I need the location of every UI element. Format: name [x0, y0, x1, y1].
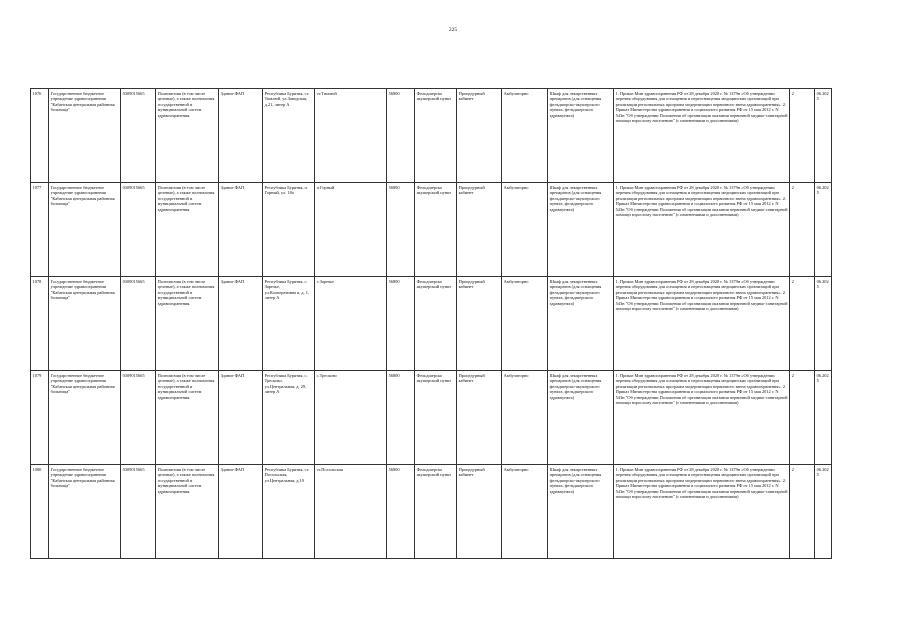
cell-settlement [315, 277, 387, 371]
facility-address: Республика Бурятия, с. Тресково, ул.Центральная, д. 29, литер А [264, 372, 308, 395]
cell-authority [156, 183, 219, 277]
care-type: Амбулаторно [503, 90, 529, 96]
cell-equipment [548, 183, 614, 277]
facility-type: Фельдшерско акушерский пункт [416, 278, 452, 290]
facility-type: Фельдшерско акушерский пункт [416, 184, 452, 196]
facility-type: Фельдшерско акушерский пункт [416, 90, 452, 102]
building-type: Здание ФАП [220, 278, 245, 284]
cell-department [502, 183, 548, 277]
cell-room [457, 89, 502, 183]
building-type: Здание ФАП [220, 372, 245, 378]
room-type: Процедурный кабинет [458, 184, 485, 196]
cell-building [219, 371, 263, 465]
cell-room [457, 183, 502, 277]
care-type: Амбулаторно [503, 372, 529, 378]
organization-inn: 0309015665 [122, 466, 145, 472]
cell-code [387, 89, 415, 183]
row-number: 1079 [32, 372, 42, 378]
settlement-name: ст.Посольская [316, 466, 343, 472]
equipment-name: Шкаф для лекарственных препаратов (для оснащения фельдшерско-акушерского пункта, фельдшерского здравпункта) [549, 90, 602, 118]
cell-department [502, 465, 548, 559]
cell-room [457, 465, 502, 559]
territory-code: 56800 [388, 372, 400, 378]
cell-settlement [315, 371, 387, 465]
cell-inn [121, 89, 156, 183]
cell-date [815, 183, 832, 277]
cell-equipment [548, 371, 614, 465]
equipment-quantity: 2 [791, 278, 794, 284]
cell-code [387, 465, 415, 559]
legal-basis: 1. Приказ Мин здравоохранения РФ от 28 декабря 2020 г. № 1379н «Об утверждении перечня оборудования для оснащения и переоснащения медицинских организаций при реализации региональных программ модернизации первичного звена здравоохранения». 2. Приказ Министерства здравоохранения и социального развития РФ от 15 мая 2012 г. N 543н "Об утверждении Положения об организации оказания первичной медико-санитарной помощи взрослому населению" (с изменениями и дополнениями) [615, 372, 788, 406]
equipment-name: Шкаф для лекарственных препаратов (для оснащения фельдшерско-акушерского пункта, фельдшерского здравпункта) [549, 372, 602, 400]
territory-code: 56800 [388, 90, 400, 96]
cell-basis [614, 89, 790, 183]
row-number: 1078 [32, 278, 42, 284]
cell-address [263, 89, 315, 183]
organization-name: Государственное бюджетное учреждение здравоохранения "Кабанская центральная районная больница" [50, 466, 115, 489]
cell-quantity [790, 465, 815, 559]
building-type: Здание ФАП [220, 184, 245, 190]
equipment-name: Шкаф для лекарственных препаратов (для оснащения фельдшерско-акушерского пункта, фельдшерского здравпункта) [549, 184, 602, 212]
row-number: 1077 [32, 184, 42, 190]
cell-row-number [31, 183, 49, 277]
legal-basis: 1. Приказ Мин здравоохранения РФ от 28 декабря 2020 г. № 1379н «Об утверждении перечня оборудования для оснащения и переоснащения медицинских организаций при реализации региональных программ модернизации первичного звена здравоохранения». 2. Приказ Министерства здравоохранения и социального развития РФ от 15 мая 2012 г. N 543н "Об утверждении Положения об организации оказания первичной медико-санитарной помощи взрослому населению" (с изменениями и дополнениями) [615, 90, 788, 124]
cell-organization [49, 89, 121, 183]
cell-building [219, 277, 263, 371]
organization-name: Государственное бюджетное учреждение здравоохранения "Кабанская центральная районная больница" [50, 278, 115, 301]
settlement-name: ст.Тимлюй [316, 90, 337, 96]
cell-row-number [31, 89, 49, 183]
equipment-quantity: 2 [791, 466, 794, 472]
settlement-name: с.Тресково [316, 372, 337, 378]
territory-code: 56800 [388, 184, 400, 190]
cell-organization [49, 371, 121, 465]
organization-inn: 0309015665 [122, 90, 145, 96]
cell-settlement [315, 183, 387, 277]
cell-row-number [31, 277, 49, 371]
cell-quantity [790, 277, 815, 371]
page-number: 225 [448, 27, 458, 33]
facility-type: Фельдшерско акушерский пункт [416, 466, 452, 478]
table-row [31, 277, 832, 371]
cell-date [815, 371, 832, 465]
room-type: Процедурный кабинет [458, 466, 485, 478]
cell-address [263, 277, 315, 371]
care-type: Амбулаторно [503, 466, 529, 472]
settlement-name: п.Горный [316, 184, 335, 190]
cell-facility [415, 465, 457, 559]
building-type: Здание ФАП [220, 90, 245, 96]
care-type: Амбулаторно [503, 278, 529, 284]
cell-inn [121, 465, 156, 559]
building-type: Здание ФАП [220, 466, 245, 472]
cell-settlement [315, 465, 387, 559]
organization-inn: 0309015665 [122, 372, 145, 378]
cell-basis [614, 371, 790, 465]
cell-quantity [790, 183, 815, 277]
facility-address: Республика Бурятия, с. Заречье, ул.Кооперативна я, д. 1, литер А [264, 278, 309, 301]
cell-date [815, 89, 832, 183]
cell-organization [49, 277, 121, 371]
cell-settlement [315, 89, 387, 183]
cell-date [815, 277, 832, 371]
equipment-table [30, 88, 832, 559]
cell-address [263, 371, 315, 465]
legal-basis: 1. Приказ Мин здравоохранения РФ от 28 декабря 2020 г. № 1379н «Об утверждении перечня оборудования для оснащения и переоснащения медицинских организаций при реализации региональных программ модернизации первичного звена здравоохранения». 2. Приказ Министерства здравоохранения и социального развития РФ от 15 мая 2012 г. N 543н "Об утверждении Положения об организации оказания первичной медико-санитарной помощи взрослому населению" (с изменениями и дополнениями) [615, 466, 788, 500]
row-number: 1080 [32, 466, 42, 472]
territory-code: 56800 [388, 466, 400, 472]
cell-code [387, 371, 415, 465]
cell-code [387, 183, 415, 277]
cell-row-number [31, 371, 49, 465]
cell-equipment [548, 89, 614, 183]
equipment-quantity: 2 [791, 184, 794, 190]
authority-description: Полномочия (в том числе целевые), а также полномочия государственной и муниципальной систем здравоохранения. [157, 372, 215, 400]
cell-date [815, 465, 832, 559]
cell-row-number [31, 465, 49, 559]
cell-organization [49, 465, 121, 559]
cell-inn [121, 183, 156, 277]
delivery-date: 06.2025 [816, 372, 829, 384]
delivery-date: 06.2025 [816, 90, 829, 102]
room-type: Процедурный кабинет [458, 372, 485, 384]
cell-authority [156, 371, 219, 465]
cell-authority [156, 89, 219, 183]
cell-department [502, 277, 548, 371]
authority-description: Полномочия (в том числе целевые), а также полномочия государственной и муниципальной систем здравоохранения. [157, 184, 215, 212]
cell-facility [415, 183, 457, 277]
cell-inn [121, 371, 156, 465]
table-row [31, 371, 832, 465]
room-type: Процедурный кабинет [458, 278, 485, 290]
delivery-date: 06.2025 [816, 184, 829, 196]
facility-address: Республика Бурятия, ст. Тимлюй, ул.Заводская, д.21, литер А [264, 90, 310, 107]
equipment-name: Шкаф для лекарственных препаратов (для оснащения фельдшерско-акушерского пункта, фельдшерского здравпункта) [549, 466, 602, 494]
equipment-quantity: 2 [791, 90, 794, 96]
cell-authority [156, 465, 219, 559]
organization-name: Государственное бюджетное учреждение здравоохранения "Кабанская центральная районная больница" [50, 184, 115, 207]
organization-inn: 0309015665 [122, 184, 145, 190]
settlement-name: с.Заречье [316, 278, 334, 284]
cell-code [387, 277, 415, 371]
room-type: Процедурный кабинет [458, 90, 485, 102]
facility-address: Республика Бурятия, п. Горный, ул. 18а [264, 184, 309, 196]
row-number: 1076 [32, 90, 42, 96]
cell-address [263, 465, 315, 559]
territory-code: 56800 [388, 278, 400, 284]
cell-equipment [548, 465, 614, 559]
cell-room [457, 371, 502, 465]
cell-quantity [790, 371, 815, 465]
equipment-quantity: 2 [791, 372, 794, 378]
cell-quantity [790, 89, 815, 183]
cell-basis [614, 465, 790, 559]
cell-room [457, 277, 502, 371]
cell-building [219, 465, 263, 559]
delivery-date: 06.2025 [816, 466, 829, 478]
authority-description: Полномочия (в том числе целевые), а также полномочия государственной и муниципальной систем здравоохранения. [157, 90, 215, 118]
cell-building [219, 89, 263, 183]
organization-name: Государственное бюджетное учреждение здравоохранения "Кабанская центральная районная больница" [50, 372, 115, 395]
authority-description: Полномочия (в том числе целевые), а также полномочия государственной и муниципальной систем здравоохранения. [157, 278, 215, 306]
cell-building [219, 183, 263, 277]
cell-facility [415, 277, 457, 371]
cell-basis [614, 183, 790, 277]
facility-address: Республика Бурятия, ст. Посольская, ул.Центральная, д.10 [264, 466, 310, 483]
delivery-date: 06.2025 [816, 278, 829, 290]
authority-description: Полномочия (в том числе целевые), а также полномочия государственной и муниципальной систем здравоохранения. [157, 466, 215, 494]
legal-basis: 1. Приказ Мин здравоохранения РФ от 28 декабря 2020 г. № 1379н «Об утверждении перечня оборудования для оснащения и переоснащения медицинских организаций при реализации региональных программ модернизации первичного звена здравоохранения». 2. Приказ Министерства здравоохранения и социального развития РФ от 15 мая 2012 г. N 543н "Об утверждении Положения об организации оказания первичной медико-санитарной помощи взрослому населению" (с изменениями и дополнениями) [615, 184, 788, 218]
cell-department [502, 371, 548, 465]
facility-type: Фельдшерско акушерский пункт [416, 372, 452, 384]
cell-facility [415, 89, 457, 183]
table-row [31, 465, 832, 559]
cell-address [263, 183, 315, 277]
organization-inn: 0309015665 [122, 278, 145, 284]
table-row [31, 89, 832, 183]
cell-facility [415, 371, 457, 465]
care-type: Амбулаторно [503, 184, 529, 190]
equipment-name: Шкаф для лекарственных препаратов (для оснащения фельдшерско-акушерского пункта, фельдшерского здравпункта) [549, 278, 602, 306]
cell-organization [49, 183, 121, 277]
table-body [31, 89, 832, 559]
legal-basis: 1. Приказ Мин здравоохранения РФ от 28 декабря 2020 г. № 1379н «Об утверждении перечня оборудования для оснащения и переоснащения медицинских организаций при реализации региональных программ модернизации первичного звена здравоохранения». 2. Приказ Министерства здравоохранения и социального развития РФ от 15 мая 2012 г. N 543н "Об утверждении Положения об организации оказания первичной медико-санитарной помощи взрослому населению" (с изменениями и дополнениями) [615, 278, 788, 312]
cell-authority [156, 277, 219, 371]
cell-inn [121, 277, 156, 371]
table-row [31, 183, 832, 277]
cell-equipment [548, 277, 614, 371]
cell-basis [614, 277, 790, 371]
cell-department [502, 89, 548, 183]
organization-name: Государственное бюджетное учреждение здравоохранения "Кабанская центральная районная больница" [50, 90, 115, 113]
